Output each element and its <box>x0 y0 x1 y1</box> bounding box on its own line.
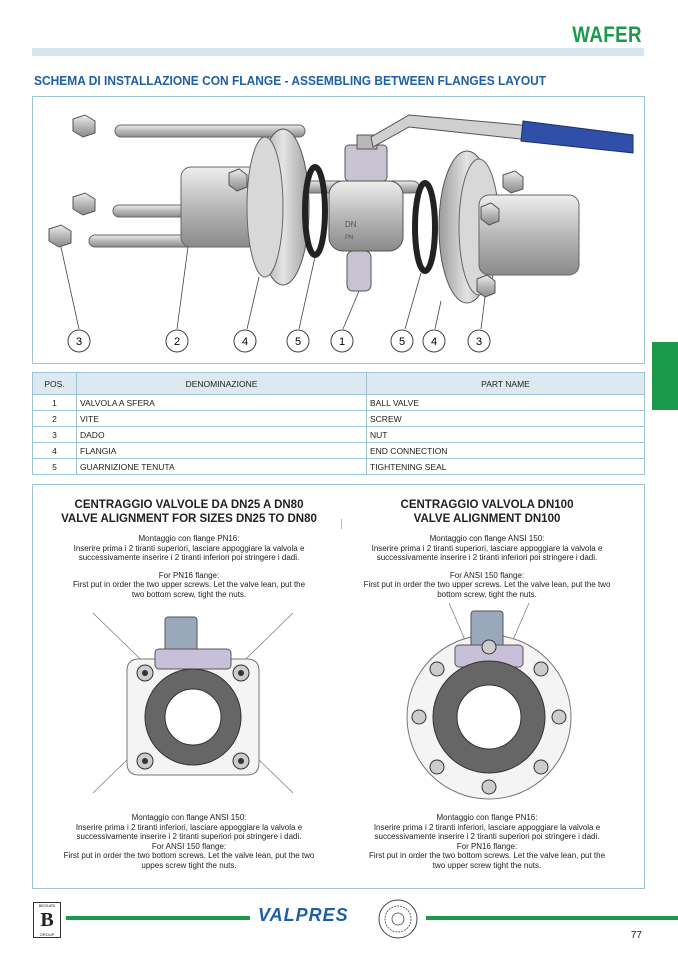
cell-pos: 4 <box>33 443 77 459</box>
right-top-it-1: Inserire prima i 2 tiranti superiori, lasciare appoggiare la valvola e <box>371 543 603 553</box>
callout-label: 5 <box>294 336 302 348</box>
table-row <box>33 427 645 443</box>
valve-mark2: PN <box>345 235 354 241</box>
table-header-row <box>33 373 645 395</box>
left-bot-en-head: For ANSI 150 flange: <box>151 841 227 851</box>
page-number: 77 <box>630 930 642 941</box>
left-title-it: CENTRAGGIO VALVOLE DA DN25 A DN80 <box>74 499 304 511</box>
left-seal <box>305 167 325 255</box>
callout-label: 3 <box>75 336 83 348</box>
callout-label: 4 <box>241 336 249 348</box>
left-bot-en-2: uppes screw tight the nuts. <box>141 860 237 870</box>
table-row <box>33 395 645 411</box>
cell-pos: 1 <box>33 395 77 411</box>
cell-it: GUARNIZIONE TENUTA <box>77 459 367 475</box>
left-bottom-text <box>39 813 339 870</box>
section-title: SCHEMA DI INSTALLAZIONE CON FLANGE - ASSEMBLING BETWEEN FLANGES LAYOUT <box>34 73 547 88</box>
right-flange <box>439 151 579 303</box>
cell-it: FLANGIA <box>77 443 367 459</box>
right-alignment-diagram <box>389 603 589 803</box>
header-bar <box>32 48 644 56</box>
brand-logo: VALPRES <box>258 905 349 925</box>
right-bot-en-head: For PN16 flange: <box>456 841 518 851</box>
left-flange <box>181 129 309 285</box>
right-bot-it-2: successivamente inserire i 2 tiranti superiori poi stringere i dadi. <box>374 832 600 841</box>
cell-pos: 5 <box>33 459 77 475</box>
col-header: DENOMINAZIONE <box>77 373 367 395</box>
table-row <box>33 411 645 427</box>
callout-label: 2 <box>173 336 181 348</box>
left-top-en-head: For PN16 flange: <box>158 570 220 580</box>
certification-seal <box>373 898 423 940</box>
right-bot-it-head: Montaggio con flange PN16: <box>436 813 538 822</box>
left-top-it-2: successivamente inserire i 2 tiranti inferiori poi stringere i dadi. <box>78 553 300 562</box>
page-title: WAFER <box>572 22 642 47</box>
callouts <box>68 330 490 352</box>
left-alignment-diagram <box>93 603 293 803</box>
cell-en: BALL VALVE <box>367 395 645 411</box>
right-top-it-2: successivamente inserire i 2 tiranti inferiori poi stringere i dadi. <box>376 553 598 562</box>
left-title-en: VALVE ALIGNMENT FOR SIZES DN25 TO DN80 <box>61 513 317 525</box>
group-logo-top: BEGUIRI <box>38 903 56 908</box>
col-header: PART NAME <box>367 373 645 395</box>
right-bottom-text <box>337 813 637 870</box>
cell-pos: 3 <box>33 427 77 443</box>
left-bot-it-head: Montaggio con flange ANSI 150: <box>131 813 247 822</box>
group-logo <box>33 902 61 938</box>
right-bot-en-1: First put in order the two bottom screws. Let the valve lean, put the <box>368 851 606 860</box>
exploded-drawing-svg <box>33 97 644 363</box>
callout-label: 1 <box>338 336 346 348</box>
callout-label: 4 <box>430 336 438 348</box>
alignment-section <box>32 484 645 889</box>
right-title-it: CENTRAGGIO VALVOLA DN100 <box>400 499 574 511</box>
table-row <box>33 459 645 475</box>
callout-label: 3 <box>475 336 483 348</box>
left-top-en-2: two bottom screw, tight the nuts. <box>131 589 247 599</box>
side-tab <box>652 342 678 410</box>
left-top-it-head: Montaggio con flange PN16: <box>138 534 240 543</box>
footer-line-left <box>66 916 250 920</box>
exploded-drawing <box>32 96 645 364</box>
right-title-en: VALVE ALIGNMENT DN100 <box>413 513 561 525</box>
group-logo-letter: B <box>40 909 54 931</box>
group-logo-bottom: GROUP <box>39 932 55 937</box>
callout-label: 5 <box>398 336 406 348</box>
left-bot-it-1: Inserire prima i 2 tiranti inferiori, lasciare appoggiare la valvola e <box>75 822 303 832</box>
left-bot-en-1: First put in order the two bottom screws. Let the valve lean, put the two <box>63 851 315 860</box>
col-header: POS. <box>33 373 77 395</box>
footer-line-right <box>426 916 678 920</box>
right-bot-en-2: two upper screw tight the nuts. <box>432 860 542 870</box>
cell-pos: 2 <box>33 411 77 427</box>
left-bot-it-2: successivamente inserire i 2 tiranti superiori poi stringere i dadi. <box>76 832 302 841</box>
valve-mark: DN <box>345 220 357 229</box>
right-bot-it-1: Inserire prima i 2 tiranti inferiori, lasciare appoggiare la valvola e <box>373 822 601 832</box>
cell-en: SCREW <box>367 411 645 427</box>
left-nuts <box>49 115 95 247</box>
right-seal <box>415 183 435 271</box>
right-top-it-head: Montaggio con flange ANSI 150: <box>429 534 545 543</box>
cell-en: NUT <box>367 427 645 443</box>
cell-en: END CONNECTION <box>367 443 645 459</box>
cell-it: DADO <box>77 427 367 443</box>
cell-it: VALVOLA A SFERA <box>77 395 367 411</box>
left-column <box>39 485 339 599</box>
parts-table <box>32 372 645 475</box>
cell-en: TIGHTENING SEAL <box>367 459 645 475</box>
right-top-en-head: For ANSI 150 flange: <box>449 570 525 580</box>
table-row <box>33 443 645 459</box>
left-top-en-1: First put in order the two upper screws. Let the valve lean, put the <box>72 580 306 589</box>
right-top-en-1: First put in order the two upper screws. Let the valve lean, put the two <box>363 580 611 589</box>
cell-it: VITE <box>77 411 367 427</box>
right-column <box>337 485 637 599</box>
left-top-it-1: Inserire prima i 2 tiranti superiori, lasciare appoggiare la valvola e <box>73 543 305 553</box>
right-top-en-2: bottom screw, tight the nuts. <box>437 589 537 599</box>
